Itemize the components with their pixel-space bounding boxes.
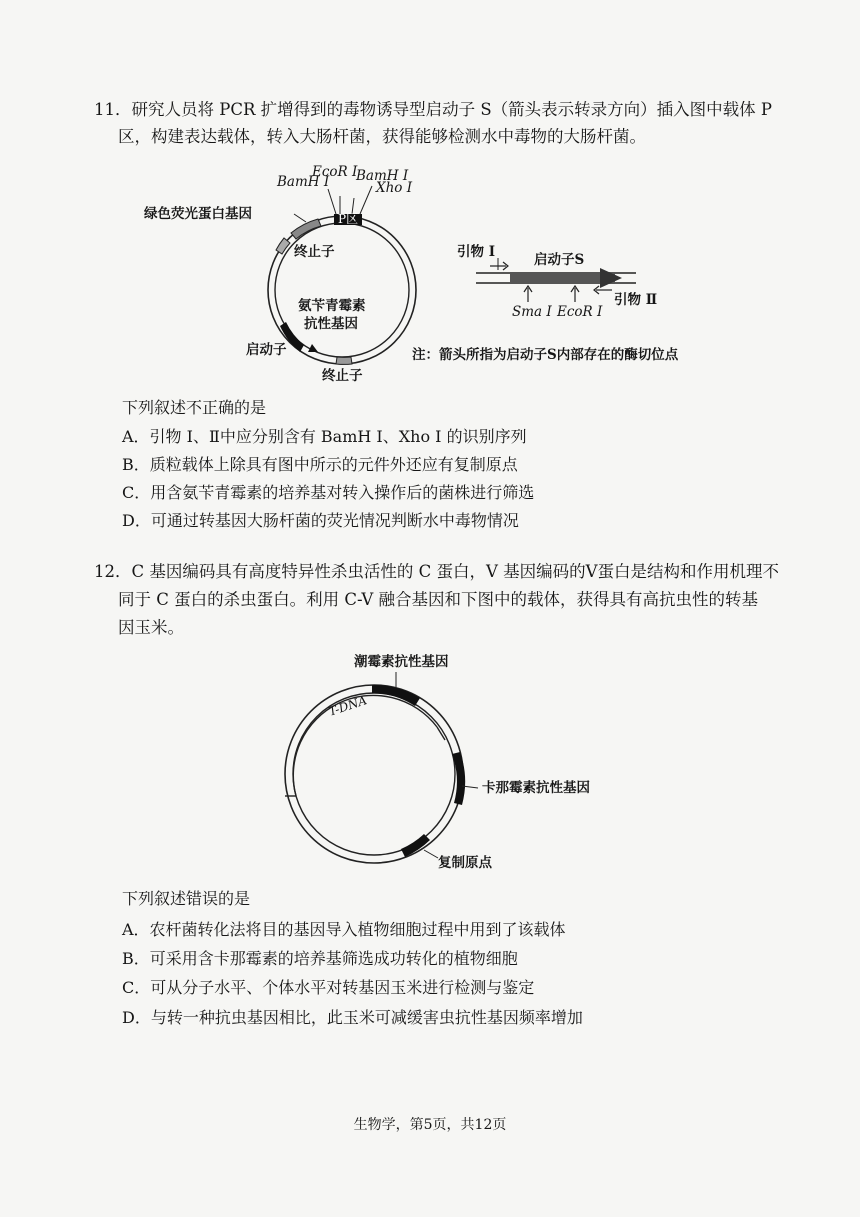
label-promoter: 启动子 bbox=[246, 342, 287, 358]
label-smai: Sma Ⅰ bbox=[512, 304, 552, 320]
label-promoter-s: 启动子S bbox=[534, 252, 585, 268]
q11-option-a: A．引物 Ⅰ、Ⅱ中应分别含有 BamH Ⅰ、Xho Ⅰ 的识别序列 bbox=[122, 427, 527, 446]
label-terminator-top: 终止子 bbox=[294, 244, 335, 260]
q12-option-b: B．可采用含卡那霉素的培养基筛选成功转化的植物细胞 bbox=[122, 949, 518, 968]
label-xhoi: Xho Ⅰ bbox=[376, 180, 413, 196]
q11-option-b: B．质粒载体上除具有图中所示的元件外还应有复制原点 bbox=[122, 455, 518, 474]
label-ecori: EcoR Ⅰ bbox=[312, 164, 358, 180]
q12-line3: 因玉米。 bbox=[118, 618, 184, 637]
label-gfp-gene: 绿色荧光蛋白基因 bbox=[144, 206, 252, 222]
q12-option-c: C．可从分子水平、个体水平对转基因玉米进行检测与鉴定 bbox=[122, 978, 535, 997]
label-ecori-2: EcoR Ⅰ bbox=[557, 304, 603, 320]
label-tdna: T-DNA bbox=[326, 693, 369, 719]
label-bamhi-top: BamH Ⅰ bbox=[356, 168, 409, 184]
q12-option-a: A．农杆菌转化法将目的基因导入植物细胞过程中用到了该载体 bbox=[122, 920, 566, 939]
q11-option-d: D．可通过转基因大肠杆菌的荧光情况判断水中毒物情况 bbox=[122, 511, 519, 530]
q11-line2: 区，构建表达载体，转入大肠杆菌，获得能够检测水中毒物的大肠杆菌。 bbox=[118, 127, 646, 146]
q12-line1: 12．C 基因编码具有高度特异性杀虫活性的 C 蛋白，V 基因编码的V蛋白是结构和作用机理不 bbox=[94, 562, 780, 581]
label-p-region: P区 bbox=[338, 212, 359, 226]
q11-line1: 11．研究人员将 PCR 扩增得到的毒物诱导型启动子 S（箭头表示转录方向）插入图中载体 P bbox=[94, 100, 773, 119]
label-ori: 复制原点 bbox=[438, 855, 492, 871]
label-bamhi-left: BamH Ⅰ bbox=[277, 174, 330, 190]
page-footer: 生物学，第5页，共12页 bbox=[353, 1117, 507, 1133]
label-amp-1: 氨苄青霉素 bbox=[298, 298, 366, 314]
q12-stem: 下列叙述错误的是 bbox=[122, 889, 251, 908]
label-terminator-bottom: 终止子 bbox=[322, 368, 363, 384]
q12-line2: 同于 C 蛋白的杀虫蛋白。利用 C-V 融合基因和下图中的载体，获得具有高抗虫性的转基 bbox=[118, 590, 759, 609]
label-primer-1: 引物 Ⅰ bbox=[457, 244, 496, 260]
q12-option-d: D．与转一种抗虫基因相比，此玉米可减缓害虫抗性基因频率增加 bbox=[122, 1008, 583, 1027]
q11-stem: 下列叙述不正确的是 bbox=[122, 398, 267, 417]
label-hygromycin: 潮霉素抗性基因 bbox=[354, 654, 449, 670]
q11-option-c: C．用含氨苄青霉素的培养基对转入操作后的菌株进行筛选 bbox=[122, 483, 535, 502]
label-amp-2: 抗性基因 bbox=[304, 316, 358, 332]
label-primer-2: 引物 Ⅱ bbox=[614, 292, 658, 308]
diagram-note: 注：箭头所指为启动子S内部存在的酶切位点 bbox=[412, 347, 679, 363]
label-kanamycin: 卡那霉素抗性基因 bbox=[482, 780, 590, 796]
